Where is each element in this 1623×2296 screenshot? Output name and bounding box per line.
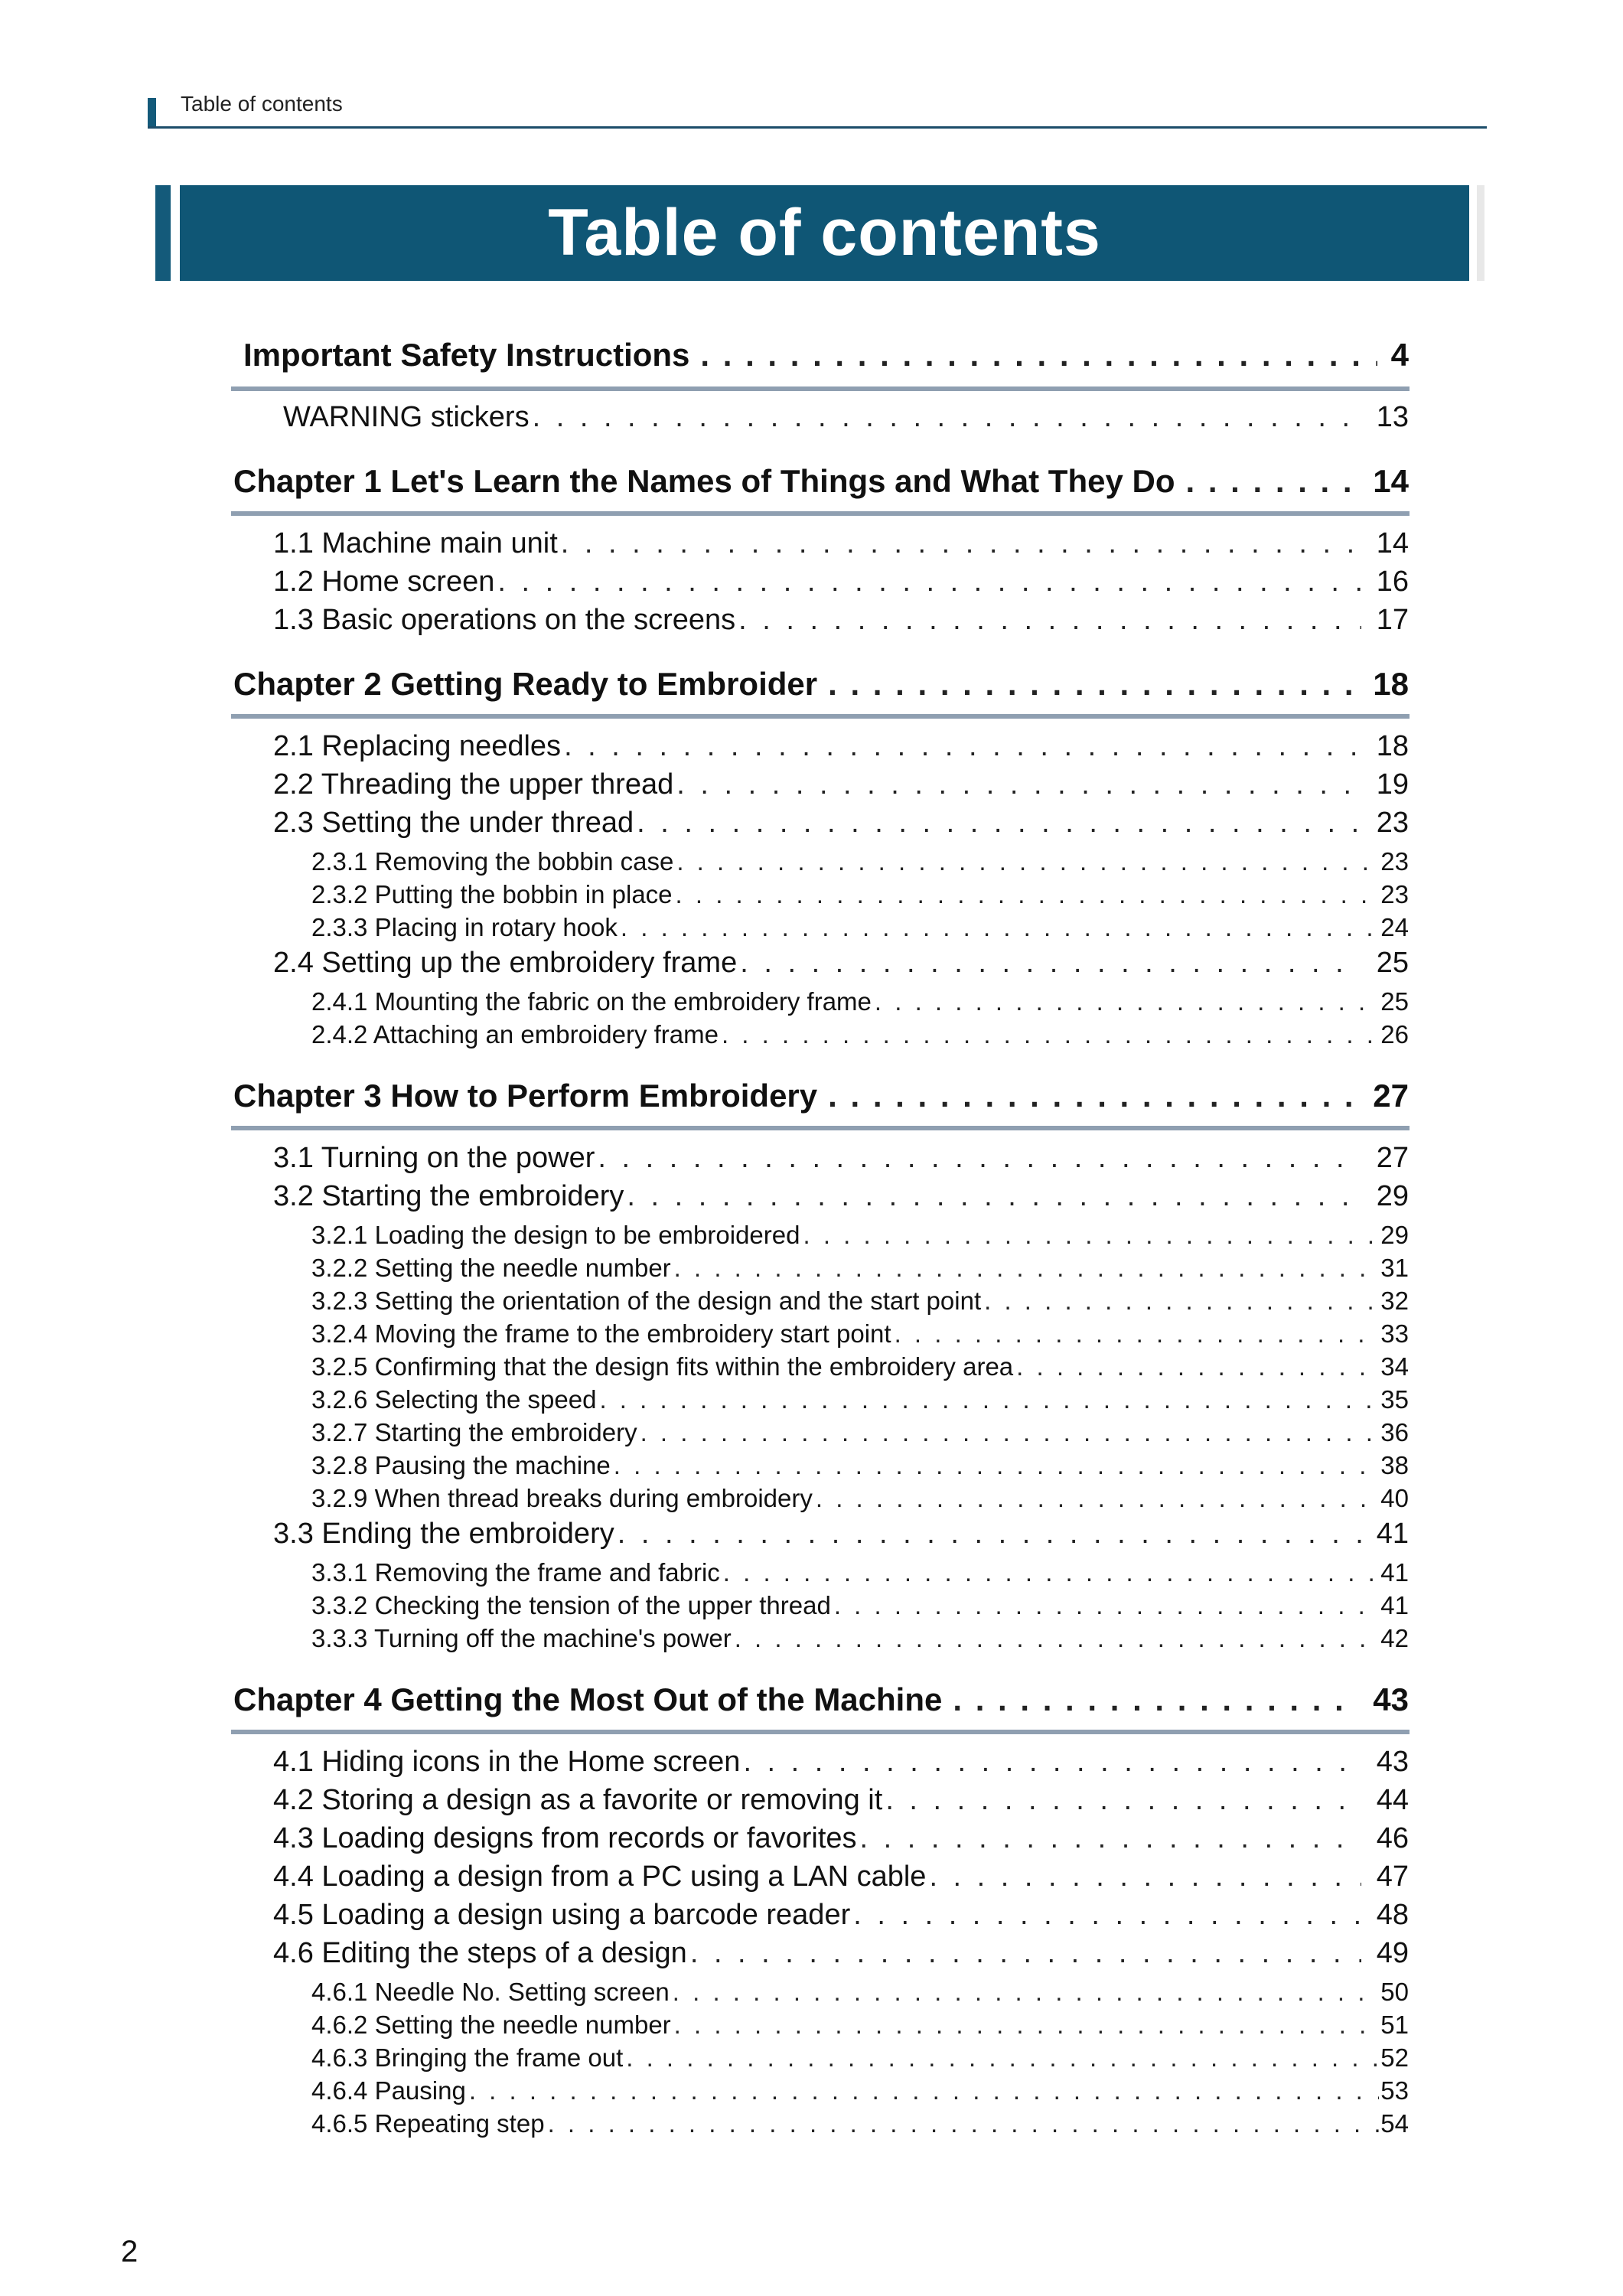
toc-entry-3-2-2[interactable] <box>311 1254 1409 1283</box>
toc-entry-title: 3.2 Starting the embroidery <box>273 1180 624 1212</box>
toc-entry-2-3-2[interactable] <box>311 880 1409 909</box>
toc-entry-4-6-5[interactable] <box>311 2109 1409 2138</box>
banner-end-bar <box>1477 185 1484 281</box>
toc-leader-dots <box>735 1624 1380 1653</box>
toc-entry-title: 4.6.5 Repeating step <box>311 2109 545 2138</box>
toc-leader-dots <box>676 847 1379 876</box>
toc-entry-title: Chapter 2 Getting Ready to Embroider <box>233 666 818 702</box>
toc-leader-dots <box>875 987 1379 1016</box>
toc-entry-chapter-3[interactable] <box>233 1078 1409 1114</box>
toc-entry-title: 2.2 Threading the upper thread <box>273 768 674 801</box>
toc-entry-page: 34 <box>1380 1352 1409 1381</box>
toc-entry-3-3-2[interactable] <box>311 1591 1409 1620</box>
toc-entry-title: 1.1 Machine main unit <box>273 527 558 559</box>
toc-leader-dots <box>548 2109 1380 2138</box>
toc-entry-2-3[interactable] <box>273 807 1409 840</box>
toc-entry-title: 1.3 Basic operations on the screens <box>273 604 736 636</box>
toc-entry-title: 3.2.8 Pausing the machine <box>311 1451 611 1479</box>
toc-entry-page: 26 <box>1380 1020 1409 1049</box>
toc-entry-title: 1.2 Home screen <box>273 566 495 598</box>
toc-leader-dots <box>953 1681 1359 1718</box>
page-title: Table of contents <box>548 196 1101 269</box>
toc-leader-dots <box>627 1180 1361 1213</box>
toc-entry-3-2-7[interactable] <box>311 1418 1409 1447</box>
toc-entry-title: 3.1 Turning on the power <box>273 1142 595 1174</box>
toc-leader-dots <box>816 1484 1379 1513</box>
toc-entry-page: 48 <box>1376 1899 1409 1931</box>
toc-entry-title: Chapter 4 Getting the Most Out of the Machine <box>233 1681 943 1717</box>
toc-leader-dots <box>853 1899 1361 1932</box>
toc-leader-dots <box>469 2076 1379 2105</box>
toc-leader-dots <box>598 1142 1361 1175</box>
toc-entry-4-6-4[interactable] <box>311 2076 1409 2105</box>
toc-entry-page: 32 <box>1380 1287 1409 1315</box>
toc-leader-dots <box>497 566 1361 598</box>
toc-entry-4-3[interactable] <box>273 1822 1409 1855</box>
toc-entry-page: 40 <box>1380 1484 1409 1512</box>
toc-entry-title: 4.4 Loading a design from a PC using a LAN cable <box>273 1861 927 1893</box>
toc-entry-page: 17 <box>1376 604 1409 636</box>
toc-entry-page: 51 <box>1380 2011 1409 2039</box>
toc-entry-chapter-4[interactable] <box>233 1681 1409 1718</box>
toc-entry-4-4[interactable] <box>273 1861 1409 1893</box>
toc-entry-2-4[interactable] <box>273 947 1409 980</box>
toc-entry-title: 2.1 Replacing needles <box>273 730 562 762</box>
toc-entry-title: 4.6.1 Needle No. Setting screen <box>311 1978 670 2006</box>
toc-leader-dots <box>673 1978 1379 2007</box>
toc-entry-page: 52 <box>1380 2043 1409 2072</box>
toc-leader-dots <box>614 1451 1380 1480</box>
toc-entry-title: 4.1 Hiding icons in the Home screen <box>273 1746 741 1778</box>
toc-entry-title: Chapter 3 How to Perform Embroidery <box>233 1078 818 1114</box>
toc-entry-page: 38 <box>1380 1451 1409 1479</box>
toc-entry-page: 35 <box>1380 1385 1409 1414</box>
toc-leader-dots <box>895 1319 1380 1349</box>
toc-entry-3-2-3[interactable] <box>311 1287 1409 1316</box>
toc-entry-title: 4.6.2 Setting the needle number <box>311 2011 671 2039</box>
header-accent-bar <box>148 98 156 129</box>
toc-entry-page: 44 <box>1376 1784 1409 1816</box>
toc-entry-page: 18 <box>1373 666 1409 702</box>
toc-entry-title: 3.2.4 Moving the frame to the embroidery start point <box>311 1319 891 1348</box>
toc-leader-dots <box>533 401 1361 434</box>
toc-leader-dots <box>984 1287 1379 1316</box>
toc-leader-dots <box>640 1418 1380 1447</box>
toc-entry-title: 4.2 Storing a design as a favorite or removing it <box>273 1784 883 1816</box>
toc-entry-page: 41 <box>1380 1558 1409 1587</box>
toc-entry-title: 4.6.3 Bringing the frame out <box>311 2043 624 2072</box>
toc-leader-dots <box>929 1861 1361 1893</box>
toc-entry-page: 43 <box>1376 1746 1409 1778</box>
toc-entry-2-4-2[interactable] <box>311 1020 1409 1049</box>
toc-entry-3-2[interactable] <box>273 1180 1409 1213</box>
toc-leader-dots <box>676 880 1380 909</box>
banner-accent-bar <box>155 185 171 281</box>
toc-entry-title: 3.2.1 Loading the design to be embroidered <box>311 1221 800 1249</box>
toc-entry-page: 19 <box>1376 768 1409 801</box>
toc-leader-dots <box>564 730 1361 763</box>
toc-entry-page: 23 <box>1380 880 1409 908</box>
toc-entry-3-2-8[interactable] <box>311 1451 1409 1480</box>
toc-leader-dots <box>738 604 1361 637</box>
toc-entry-page: 41 <box>1380 1591 1409 1619</box>
toc-entry-page: 46 <box>1376 1822 1409 1854</box>
toc-entry-page: 23 <box>1380 847 1409 876</box>
header-rule <box>148 126 1487 129</box>
toc-entry-4-5[interactable] <box>273 1899 1409 1932</box>
toc-entry-chapter-1[interactable] <box>233 463 1409 500</box>
toc-entry-page: 36 <box>1380 1418 1409 1446</box>
toc-entry-4-6[interactable] <box>273 1937 1409 1970</box>
toc-leader-dots <box>723 1558 1379 1587</box>
toc-entry-title: 3.2.2 Setting the needle number <box>311 1254 671 1282</box>
toc-entry-title: 2.4 Setting up the embroidery frame <box>273 947 738 979</box>
toc-leader-dots <box>1186 463 1360 500</box>
toc-leader-dots <box>618 1518 1361 1551</box>
toc-entry-page: 49 <box>1376 1937 1409 1969</box>
toc-entry-page: 29 <box>1376 1180 1409 1212</box>
toc-entry-page: 18 <box>1376 730 1409 762</box>
toc-entry-1-3[interactable] <box>273 604 1409 637</box>
toc-leader-dots <box>834 1591 1379 1620</box>
toc-entry-3-3[interactable] <box>273 1518 1409 1551</box>
toc-entry-page: 27 <box>1376 1142 1409 1174</box>
toc-entry-page: 14 <box>1373 463 1409 499</box>
toc-entry-title: 3.2.6 Selecting the speed <box>311 1385 597 1414</box>
toc-entry-title: 3.2.3 Setting the orientation of the design and the start point <box>311 1287 982 1315</box>
toc-entry-page: 27 <box>1373 1078 1409 1114</box>
toc-entry-title: Important Safety Instructions <box>243 337 690 373</box>
toc-leader-dots <box>561 527 1361 560</box>
chapter-rule <box>231 386 1410 391</box>
toc-entry-title: 3.3 Ending the embroidery <box>273 1518 614 1550</box>
toc-entry-4-2[interactable] <box>273 1784 1409 1817</box>
toc-entry-page: 25 <box>1380 987 1409 1016</box>
toc-leader-dots <box>676 768 1361 801</box>
toc-entry-1-1[interactable] <box>273 527 1409 560</box>
toc-entry-1-2[interactable] <box>273 566 1409 598</box>
toc-leader-dots <box>1016 1352 1379 1381</box>
title-banner <box>180 185 1469 281</box>
toc-entry-3-1[interactable] <box>273 1142 1409 1175</box>
toc-leader-dots <box>803 1221 1379 1250</box>
toc-leader-dots <box>674 2011 1380 2040</box>
toc-entry-title: 3.2.5 Confirming that the design fits within the embroidery area <box>311 1352 1014 1381</box>
toc-entry-title: 2.4.2 Attaching an embroidery frame <box>311 1020 719 1049</box>
toc-leader-dots <box>743 1746 1361 1779</box>
toc-leader-dots <box>860 1822 1361 1855</box>
toc-entry-title: 3.2.9 When thread breaks during embroidery <box>311 1484 813 1512</box>
toc-entry-title: 3.3.1 Removing the frame and fabric <box>311 1558 720 1587</box>
chapter-rule <box>231 511 1410 516</box>
toc-entry-page: 13 <box>1376 401 1409 433</box>
toc-entry-title: 4.6.4 Pausing <box>311 2076 466 2105</box>
chapter-rule <box>231 714 1410 719</box>
toc-entry-page: 24 <box>1380 913 1409 941</box>
toc-entry-title: Chapter 1 Let's Learn the Names of Things and What They Do <box>233 463 1175 499</box>
toc-leader-dots <box>700 337 1377 373</box>
toc-entry-title: 2.3.3 Placing in rotary hook <box>311 913 618 941</box>
toc-entry-title: 2.4.1 Mounting the fabric on the embroidery frame <box>311 987 872 1016</box>
toc-entry-title: 2.3 Setting the under thread <box>273 807 634 839</box>
toc-leader-dots <box>828 666 1359 703</box>
toc-entry-title: 3.2.7 Starting the embroidery <box>311 1418 637 1446</box>
toc-entry-page: 50 <box>1380 1978 1409 2006</box>
chapter-rule <box>231 1730 1410 1734</box>
toc-entry-page: 14 <box>1376 527 1409 559</box>
toc-leader-dots <box>828 1078 1359 1114</box>
toc-entry-page: 25 <box>1376 947 1409 979</box>
toc-entry-title: 2.3.1 Removing the bobbin case <box>311 847 674 876</box>
toc-entry-2-2[interactable] <box>273 768 1409 801</box>
toc-leader-dots <box>621 913 1379 942</box>
toc-entry-title: WARNING stickers <box>283 401 530 433</box>
page-number: 2 <box>121 2235 139 2268</box>
toc-leader-dots <box>885 1784 1361 1817</box>
toc-entry-3-3-3[interactable] <box>311 1624 1409 1653</box>
toc-entry-safety[interactable] <box>243 337 1409 373</box>
running-header <box>145 84 1486 130</box>
toc-leader-dots <box>722 1020 1379 1049</box>
toc-entry-page: 31 <box>1380 1254 1409 1282</box>
toc-entry-page: 54 <box>1380 2109 1409 2138</box>
toc-entry-4-6-1[interactable] <box>311 1978 1409 2007</box>
toc-entry-title: 2.3.2 Putting the bobbin in place <box>311 880 673 908</box>
toc-entry-page: 47 <box>1376 1861 1409 1893</box>
toc-entry-page: 4 <box>1390 337 1409 373</box>
toc-entry-2-3-1[interactable] <box>311 847 1409 876</box>
toc-entry-title: 4.6 Editing the steps of a design <box>273 1937 687 1969</box>
toc-entry-title: 3.3.3 Turning off the machine's power <box>311 1624 732 1652</box>
toc-entry-3-2-6[interactable] <box>311 1385 1409 1414</box>
toc-leader-dots <box>626 2043 1379 2073</box>
toc-leader-dots <box>740 947 1361 980</box>
toc-entry-2-4-1[interactable] <box>311 987 1409 1016</box>
toc-entry-page: 43 <box>1373 1681 1409 1717</box>
toc-entry-3-3-1[interactable] <box>311 1558 1409 1587</box>
toc-entry-page: 29 <box>1380 1221 1409 1249</box>
toc-entry-title: 3.3.2 Checking the tension of the upper thread <box>311 1591 831 1619</box>
toc-entry-page: 23 <box>1376 807 1409 839</box>
toc-entry-warning-stickers[interactable] <box>283 401 1409 434</box>
toc-leader-dots <box>690 1937 1361 1970</box>
toc-entry-page: 16 <box>1376 566 1409 598</box>
toc-entry-page: 33 <box>1380 1319 1409 1348</box>
toc-leader-dots <box>599 1385 1379 1414</box>
toc-leader-dots <box>637 807 1361 840</box>
chapter-rule <box>231 1126 1410 1130</box>
toc-entry-title: 4.3 Loading designs from records or favorites <box>273 1822 857 1854</box>
toc-entry-page: 41 <box>1376 1518 1409 1550</box>
toc-entry-4-6-3[interactable] <box>311 2043 1409 2073</box>
toc-entry-2-3-3[interactable] <box>311 913 1409 942</box>
toc-entry-3-2-1[interactable] <box>311 1221 1409 1250</box>
running-header-text: Table of contents <box>181 92 343 116</box>
toc-entry-3-2-5[interactable] <box>311 1352 1409 1381</box>
toc-leader-dots <box>674 1254 1380 1283</box>
toc-entry-2-1[interactable] <box>273 730 1409 763</box>
toc-entry-4-6-2[interactable] <box>311 2011 1409 2040</box>
toc-entry-chapter-2[interactable] <box>233 666 1409 703</box>
toc-entry-page: 42 <box>1380 1624 1409 1652</box>
toc-entry-3-2-9[interactable] <box>311 1484 1409 1513</box>
toc-entry-4-1[interactable] <box>273 1746 1409 1779</box>
toc-entry-page: 53 <box>1380 2076 1409 2105</box>
toc-entry-3-2-4[interactable] <box>311 1319 1409 1349</box>
toc-entry-title: 4.5 Loading a design using a barcode reader <box>273 1899 851 1931</box>
